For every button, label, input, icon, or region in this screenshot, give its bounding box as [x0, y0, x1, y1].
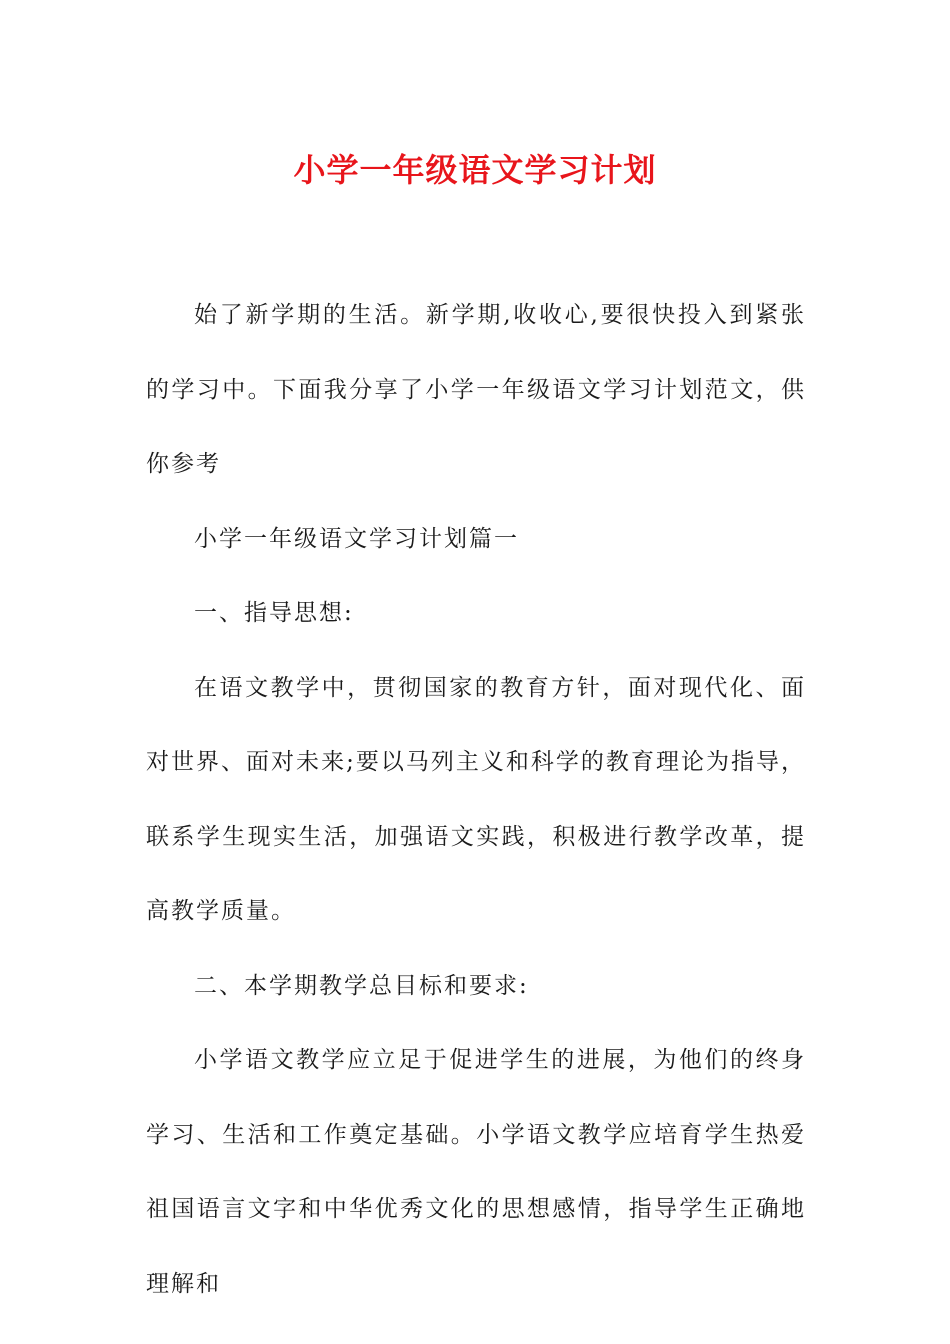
paragraph-guiding-thought: 在语文教学中，贯彻国家的教育方针，面对现代化、面对世界、面对未来;要以马列主义和科学的教育理论为指导，联系学生现实生活，加强语文实践，积极进行教学改革，提高教学质量。	[146, 674, 806, 924]
paragraph-heading-goals: 二、本学期教学总目标和要求:	[194, 972, 529, 999]
paragraph-heading-guiding-thought: 一、指导思想:	[194, 600, 354, 626]
document-body	[146, 278, 806, 1321]
paragraph-goals: 小学语文教学应立足于促进学生的进展，为他们的终身学习、生活和工作奠定基础。小学语文教学应培育学生热爱祖国语言文字和中华优秀文化的思想感情，指导学生正确地理解和	[146, 1047, 806, 1297]
paragraph-section-heading: 小学一年级语文学习计划篇一	[194, 525, 519, 552]
paragraph-intro: 始了新学期的生活。新学期,收收心,要很快投入到紧张的学习中。下面我分享了小学一年级语文学习计划范文，供你参考	[146, 302, 806, 477]
document-title: 小学一年级语文学习计划	[293, 151, 657, 189]
